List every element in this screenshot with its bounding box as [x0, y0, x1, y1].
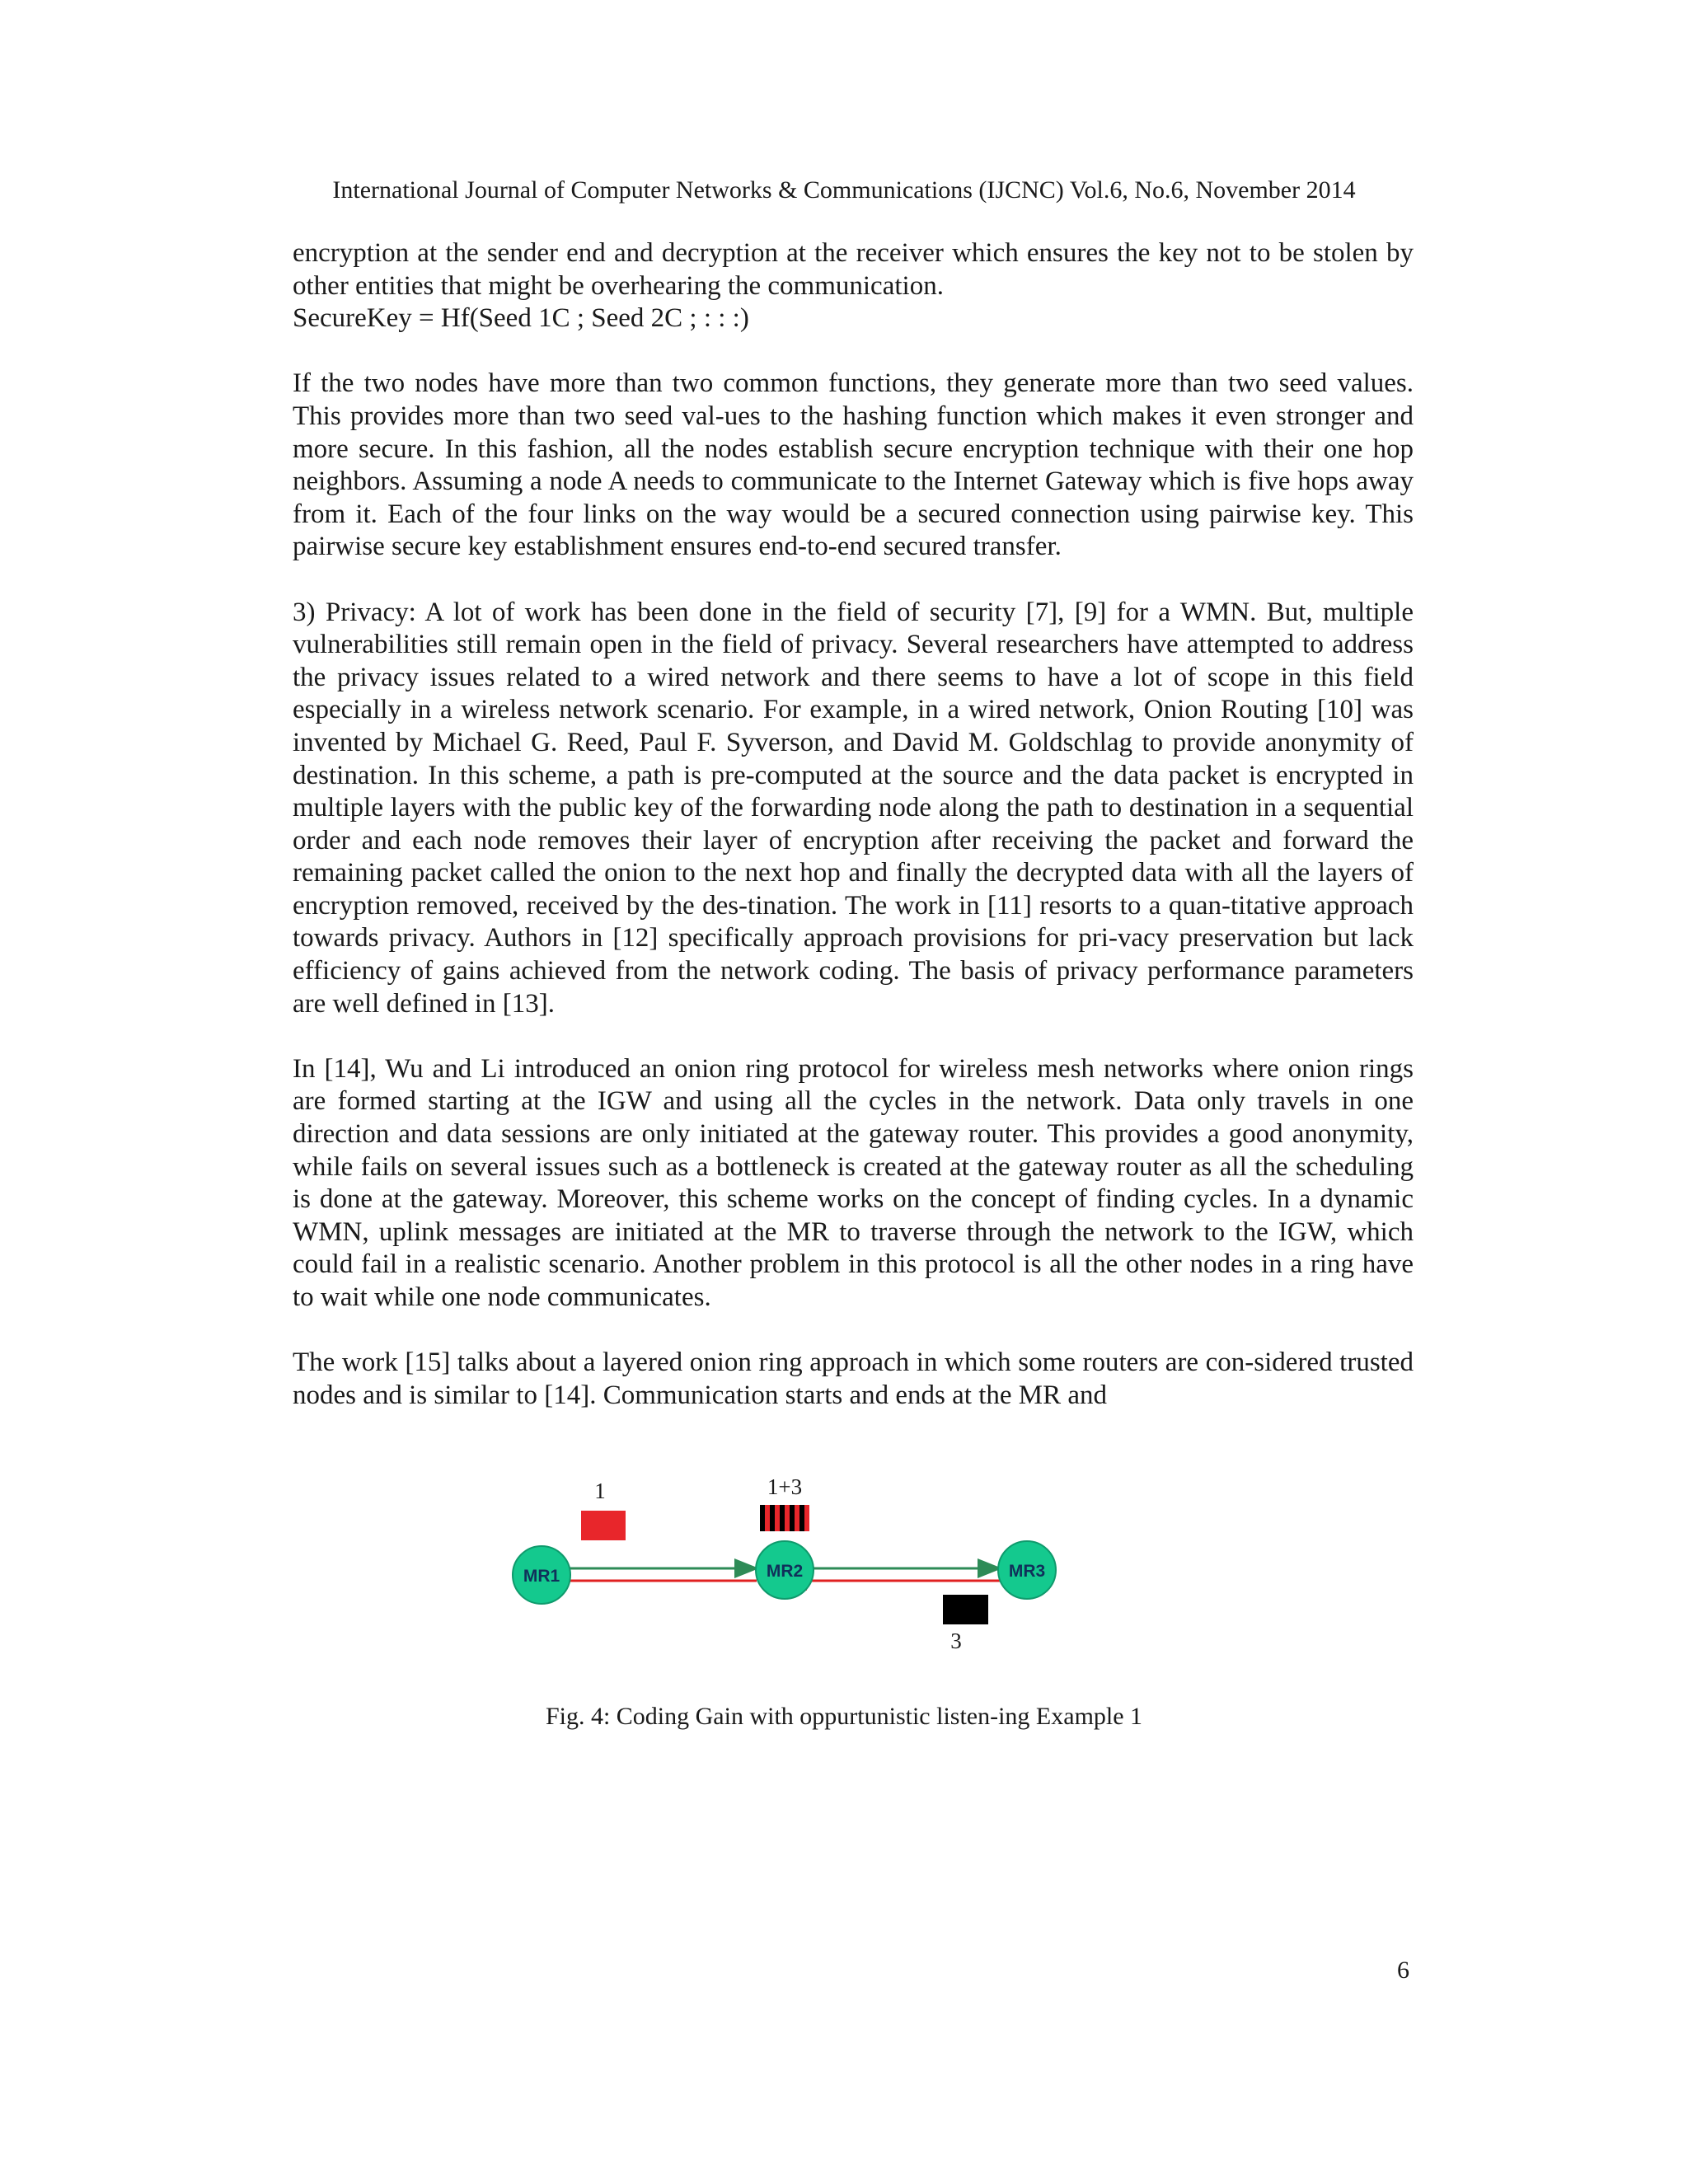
packet-1: [581, 1511, 626, 1540]
node-mr1-label: MR1: [523, 1567, 560, 1586]
figure-coding-gain: [495, 1465, 1071, 1663]
packet-1-label: 1: [594, 1479, 606, 1503]
packet-coded-label: 1+3: [767, 1474, 803, 1499]
node-mr3: [998, 1541, 1056, 1599]
paragraph-privacy: 3) Privacy: A lot of work has been done in the field of security [7], [9] for a WMN. But, multiple vulnerabilities still remain open in the field of privacy. Several researchers have attempted to address the privacy issues related to a wired network and there seems to have a lot of scope in this field especially in a wireless network scenario. For example, in a wired network, Onion Routing [10] was invented by Michael G. Reed, Paul F. Syverson, and David M. Goldschlag to provide anonymity of destination. In this scheme, a path is pre-computed at the source and the data packet is encrypted in multiple layers with the public key of the forwarding node along the path to destination in a sequential order and each node removes their layer of encryption after receiving the packet and forward the remaining packet called the onion to the next hop and finally the decrypted data with all the layers of encryption removed, received by the des-tination. The work in [11] resorts to a quan-titative approach towards privacy. Authors in [12] specifically approach provisions for pri-vacy preservation but lack efficiency of gains achieved from the network coding. The basis of privacy performance parameters are well defined in [13].: [293, 597, 1414, 1019]
node-mr3-label: MR3: [1008, 1562, 1046, 1581]
node-mr1: [513, 1546, 570, 1604]
paragraph-5: The work [15] talks about a layered onion ring approach in which some routers are con-sidered trusted nodes and is similar to [14]. Communication starts and ends at the MR and: [293, 1347, 1414, 1410]
secure-key-formula: SecureKey = Hf(Seed 1C ; Seed 2C ; : : :): [293, 303, 749, 334]
body-text: [293, 237, 1414, 1412]
node-mr2: [756, 1541, 814, 1599]
figure-caption: Fig. 4: Coding Gain with oppurtunistic listen-ing Example 1: [545, 1703, 1143, 1730]
packet-coded: [760, 1505, 809, 1531]
node-mr2-label: MR2: [766, 1562, 804, 1581]
paragraph-1-text: encryption at the sender end and decryption at the receiver which ensures the key not to be stolen by other entities that might be overhearing the communication.: [293, 238, 1414, 301]
paragraph-2: If the two nodes have more than two common functions, they generate more than two seed values. This provides more than two seed val-ues to the hashing function which makes it even stronger and more secure. In this fashion, all the nodes establish secure encryption technique with their one hop neighbors. Assuming a node A needs to communicate to the Internet Gateway which is five hops away from it. Each of the four links on the way would be a secured connection using pairwise key. This pairwise secure key establishment ensures end-to-end secured transfer.: [293, 368, 1414, 562]
packet-3-label: 3: [950, 1629, 962, 1653]
paragraph-1: [293, 237, 1414, 335]
network-diagram: [495, 1465, 1071, 1663]
page-number: 6: [1397, 1957, 1409, 1984]
packet-3: [943, 1595, 988, 1624]
journal-header: International Journal of Computer Networks & Communications (IJCNC) Vol.6, No.6, November 2014: [332, 176, 1356, 204]
paragraph-4: In [14], Wu and Li introduced an onion ring protocol for wireless mesh networks where onion rings are formed starting at the IGW and using all the cycles in the network. Data only travels in one direction and data sessions are only initiated at the gateway router. This provides a good anonymity, while fails on several issues such as a bottleneck is created at the gateway router as all the scheduling is done at the gateway. Moreover, this scheme works on the concept of finding cycles. In a dynamic WMN, uplink messages are initiated at the MR to traverse through the network to the IGW, which could fail in a realistic scenario. Another problem in this protocol is all the other nodes in a ring have to wait while one node communicates.: [293, 1053, 1414, 1312]
